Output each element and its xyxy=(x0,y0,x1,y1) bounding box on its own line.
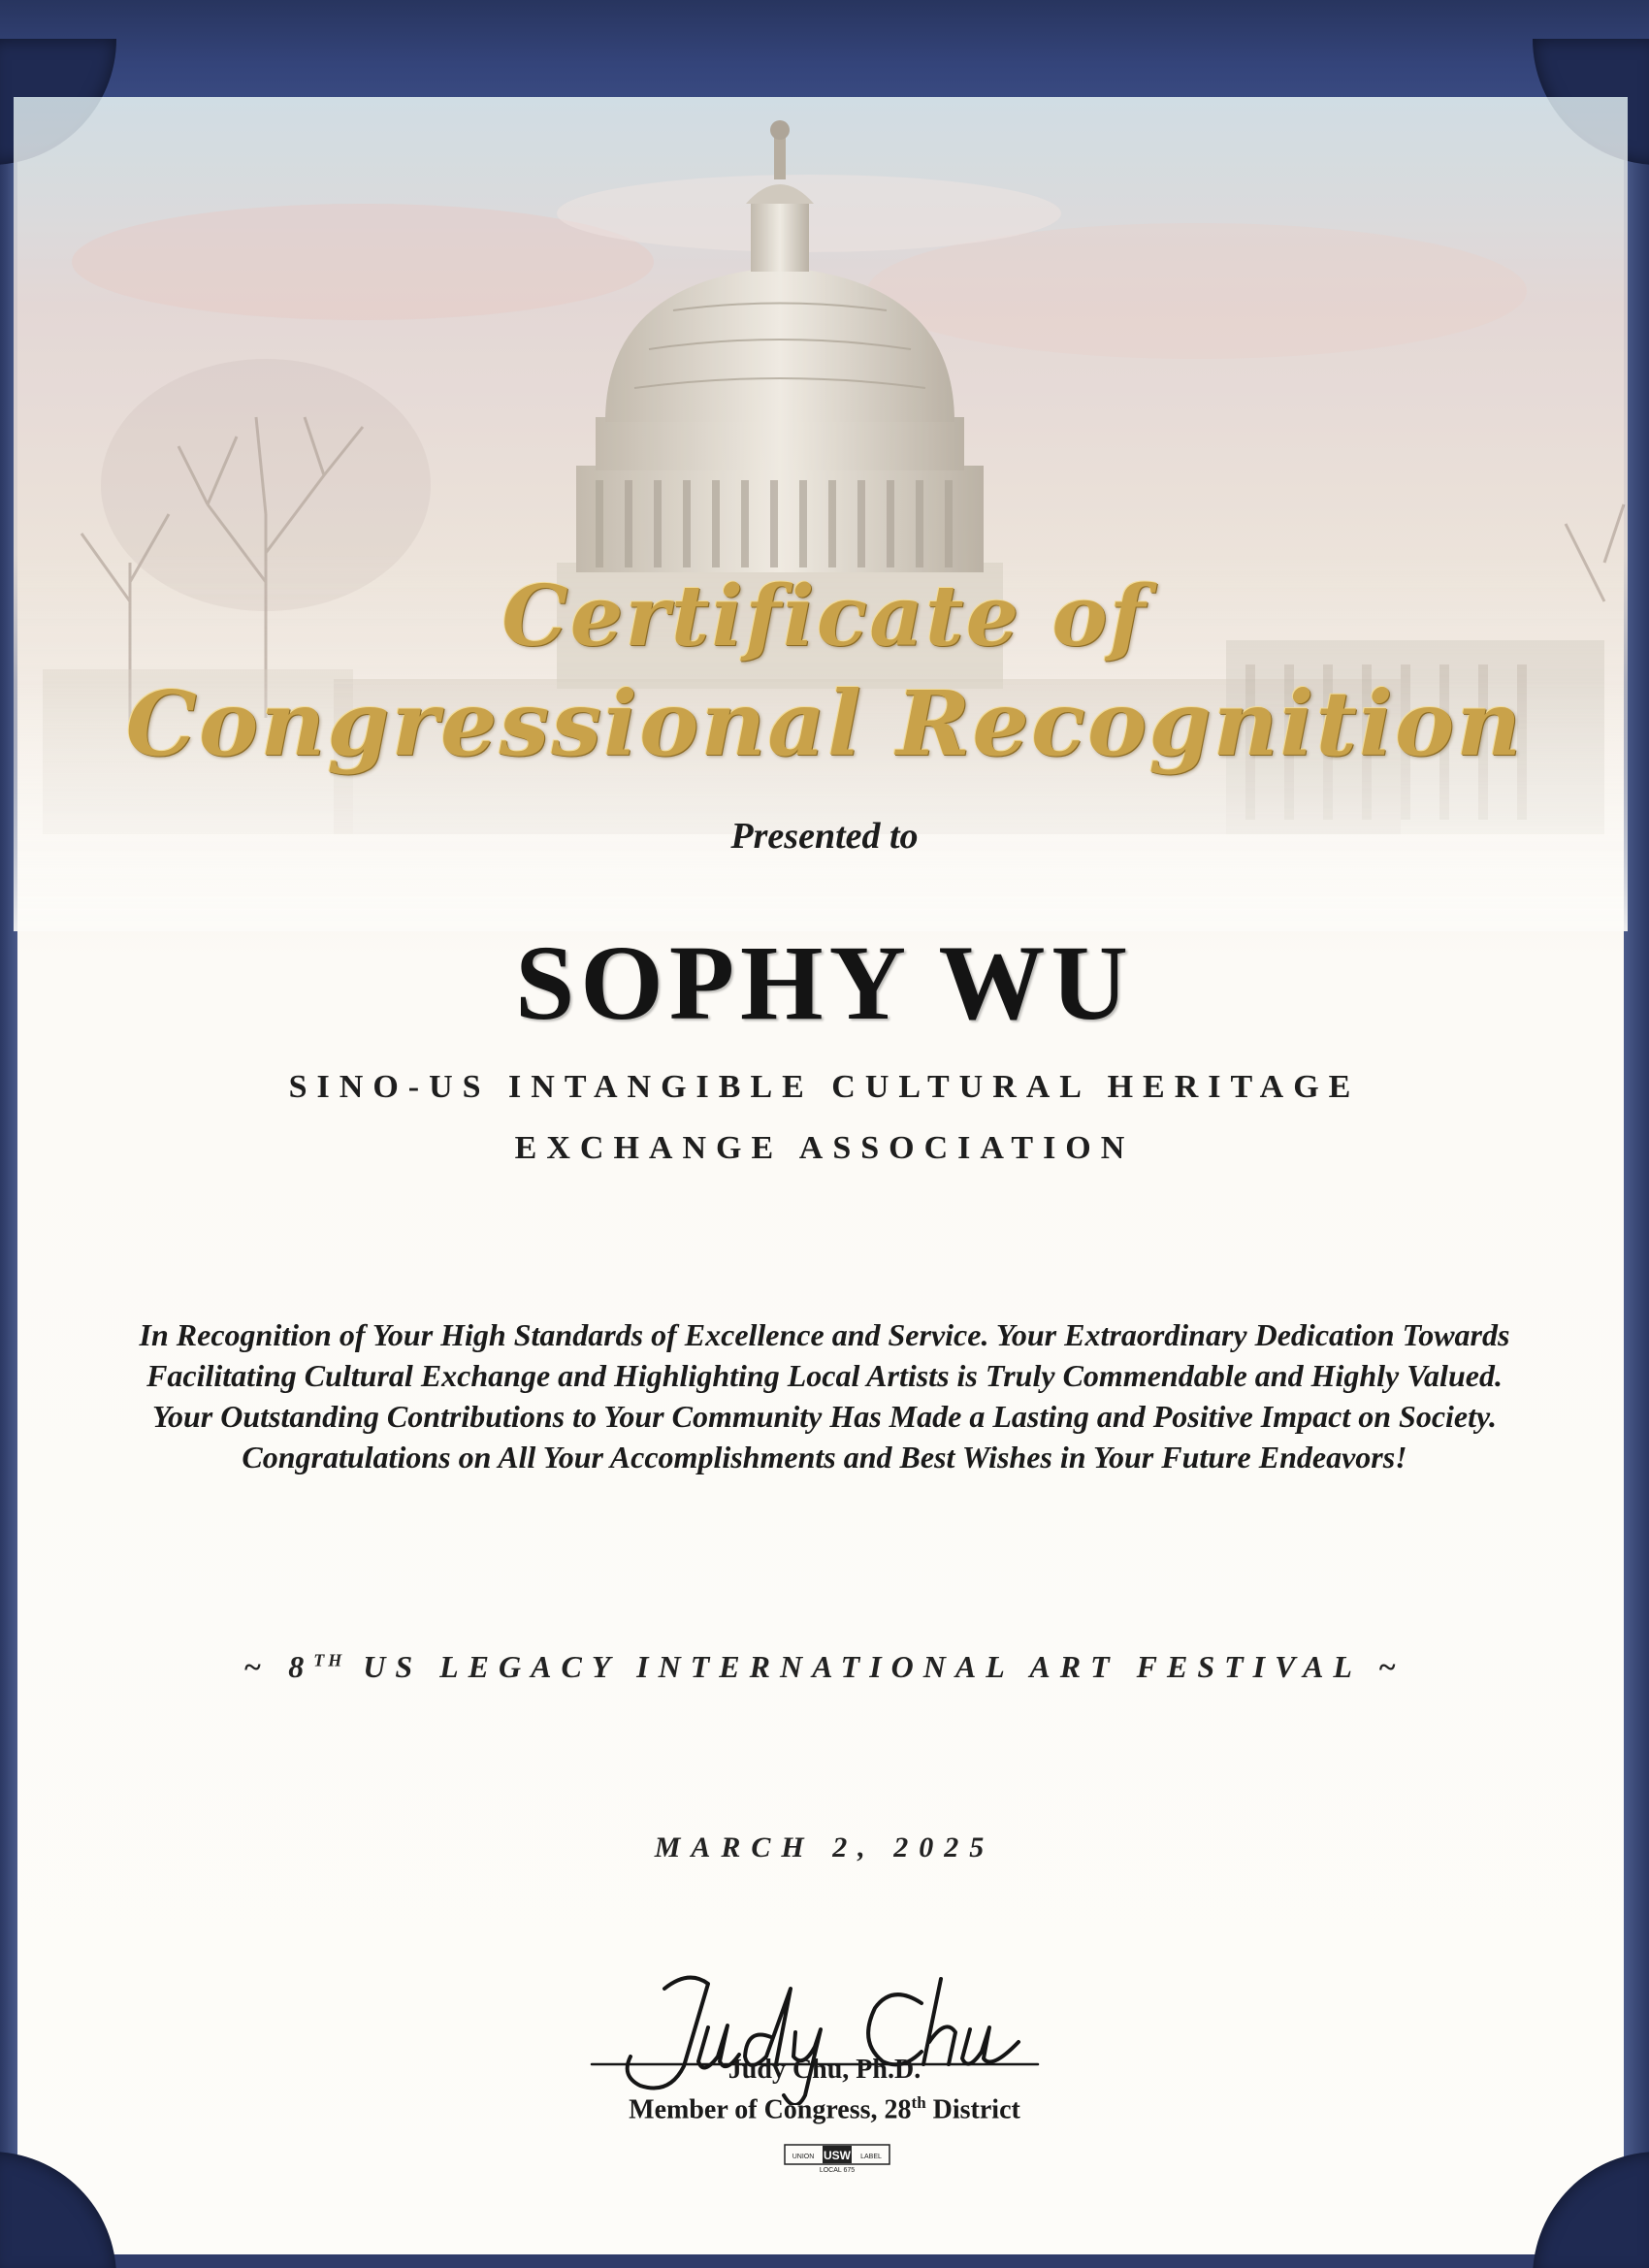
presented-to-label: Presented to xyxy=(730,816,919,857)
citation-text: In Recognition of Your High Standards of Excellence and Service. Your Extraordinary Dedication Towards Facilitating Cultural Exchange and Highlighting Local Artists is Truly Commendable and Highly Valued. Your Outstanding Contributions to Your Community Has Made a Lasting and Positive Impact on Society. Congratulations on All Your Accomplishments and Best Wishes in Your Future Endeavors! xyxy=(139,1317,1510,1474)
signer-title-prefix: Member of Congress, 28 xyxy=(629,2094,912,2125)
signer-title xyxy=(0,2093,1649,2125)
certificate-title-line2: Congressional Recognition xyxy=(125,671,1524,776)
festival-ordinal: TH xyxy=(313,1650,346,1670)
svg-text:LABEL: LABEL xyxy=(860,2154,882,2160)
frame-bottom xyxy=(0,2254,1649,2268)
signer-title-suffix: District xyxy=(925,2094,1020,2125)
festival-name: US LEGACY INTERNATIONAL ART FESTIVAL ~ xyxy=(345,1649,1406,1684)
festival-line xyxy=(0,1649,1649,1685)
signer-title-ordinal: th xyxy=(911,2093,926,2112)
organization-line1: SINO-US INTANGIBLE CULTURAL HERITAGE xyxy=(288,1069,1361,1105)
frame-top xyxy=(0,0,1649,107)
festival-prefix: ~ 8 xyxy=(242,1649,314,1684)
certificate-date: MARCH 2, 2025 xyxy=(654,1831,995,1863)
union-print-label xyxy=(784,2144,890,2173)
certificate-title-line1: Certificate of xyxy=(501,567,1148,665)
signer-name: Judy Chu, Ph.D. xyxy=(728,2055,922,2085)
capitol-building-illustration xyxy=(14,97,1628,931)
recipient-name: SOPHY WU xyxy=(515,923,1134,1042)
svg-text:LOCAL 675: LOCAL 675 xyxy=(819,2167,856,2173)
svg-text:UNION: UNION xyxy=(792,2154,815,2160)
organization-line2: EXCHANGE ASSOCIATION xyxy=(514,1130,1135,1166)
svg-text:USW: USW xyxy=(824,2149,851,2162)
